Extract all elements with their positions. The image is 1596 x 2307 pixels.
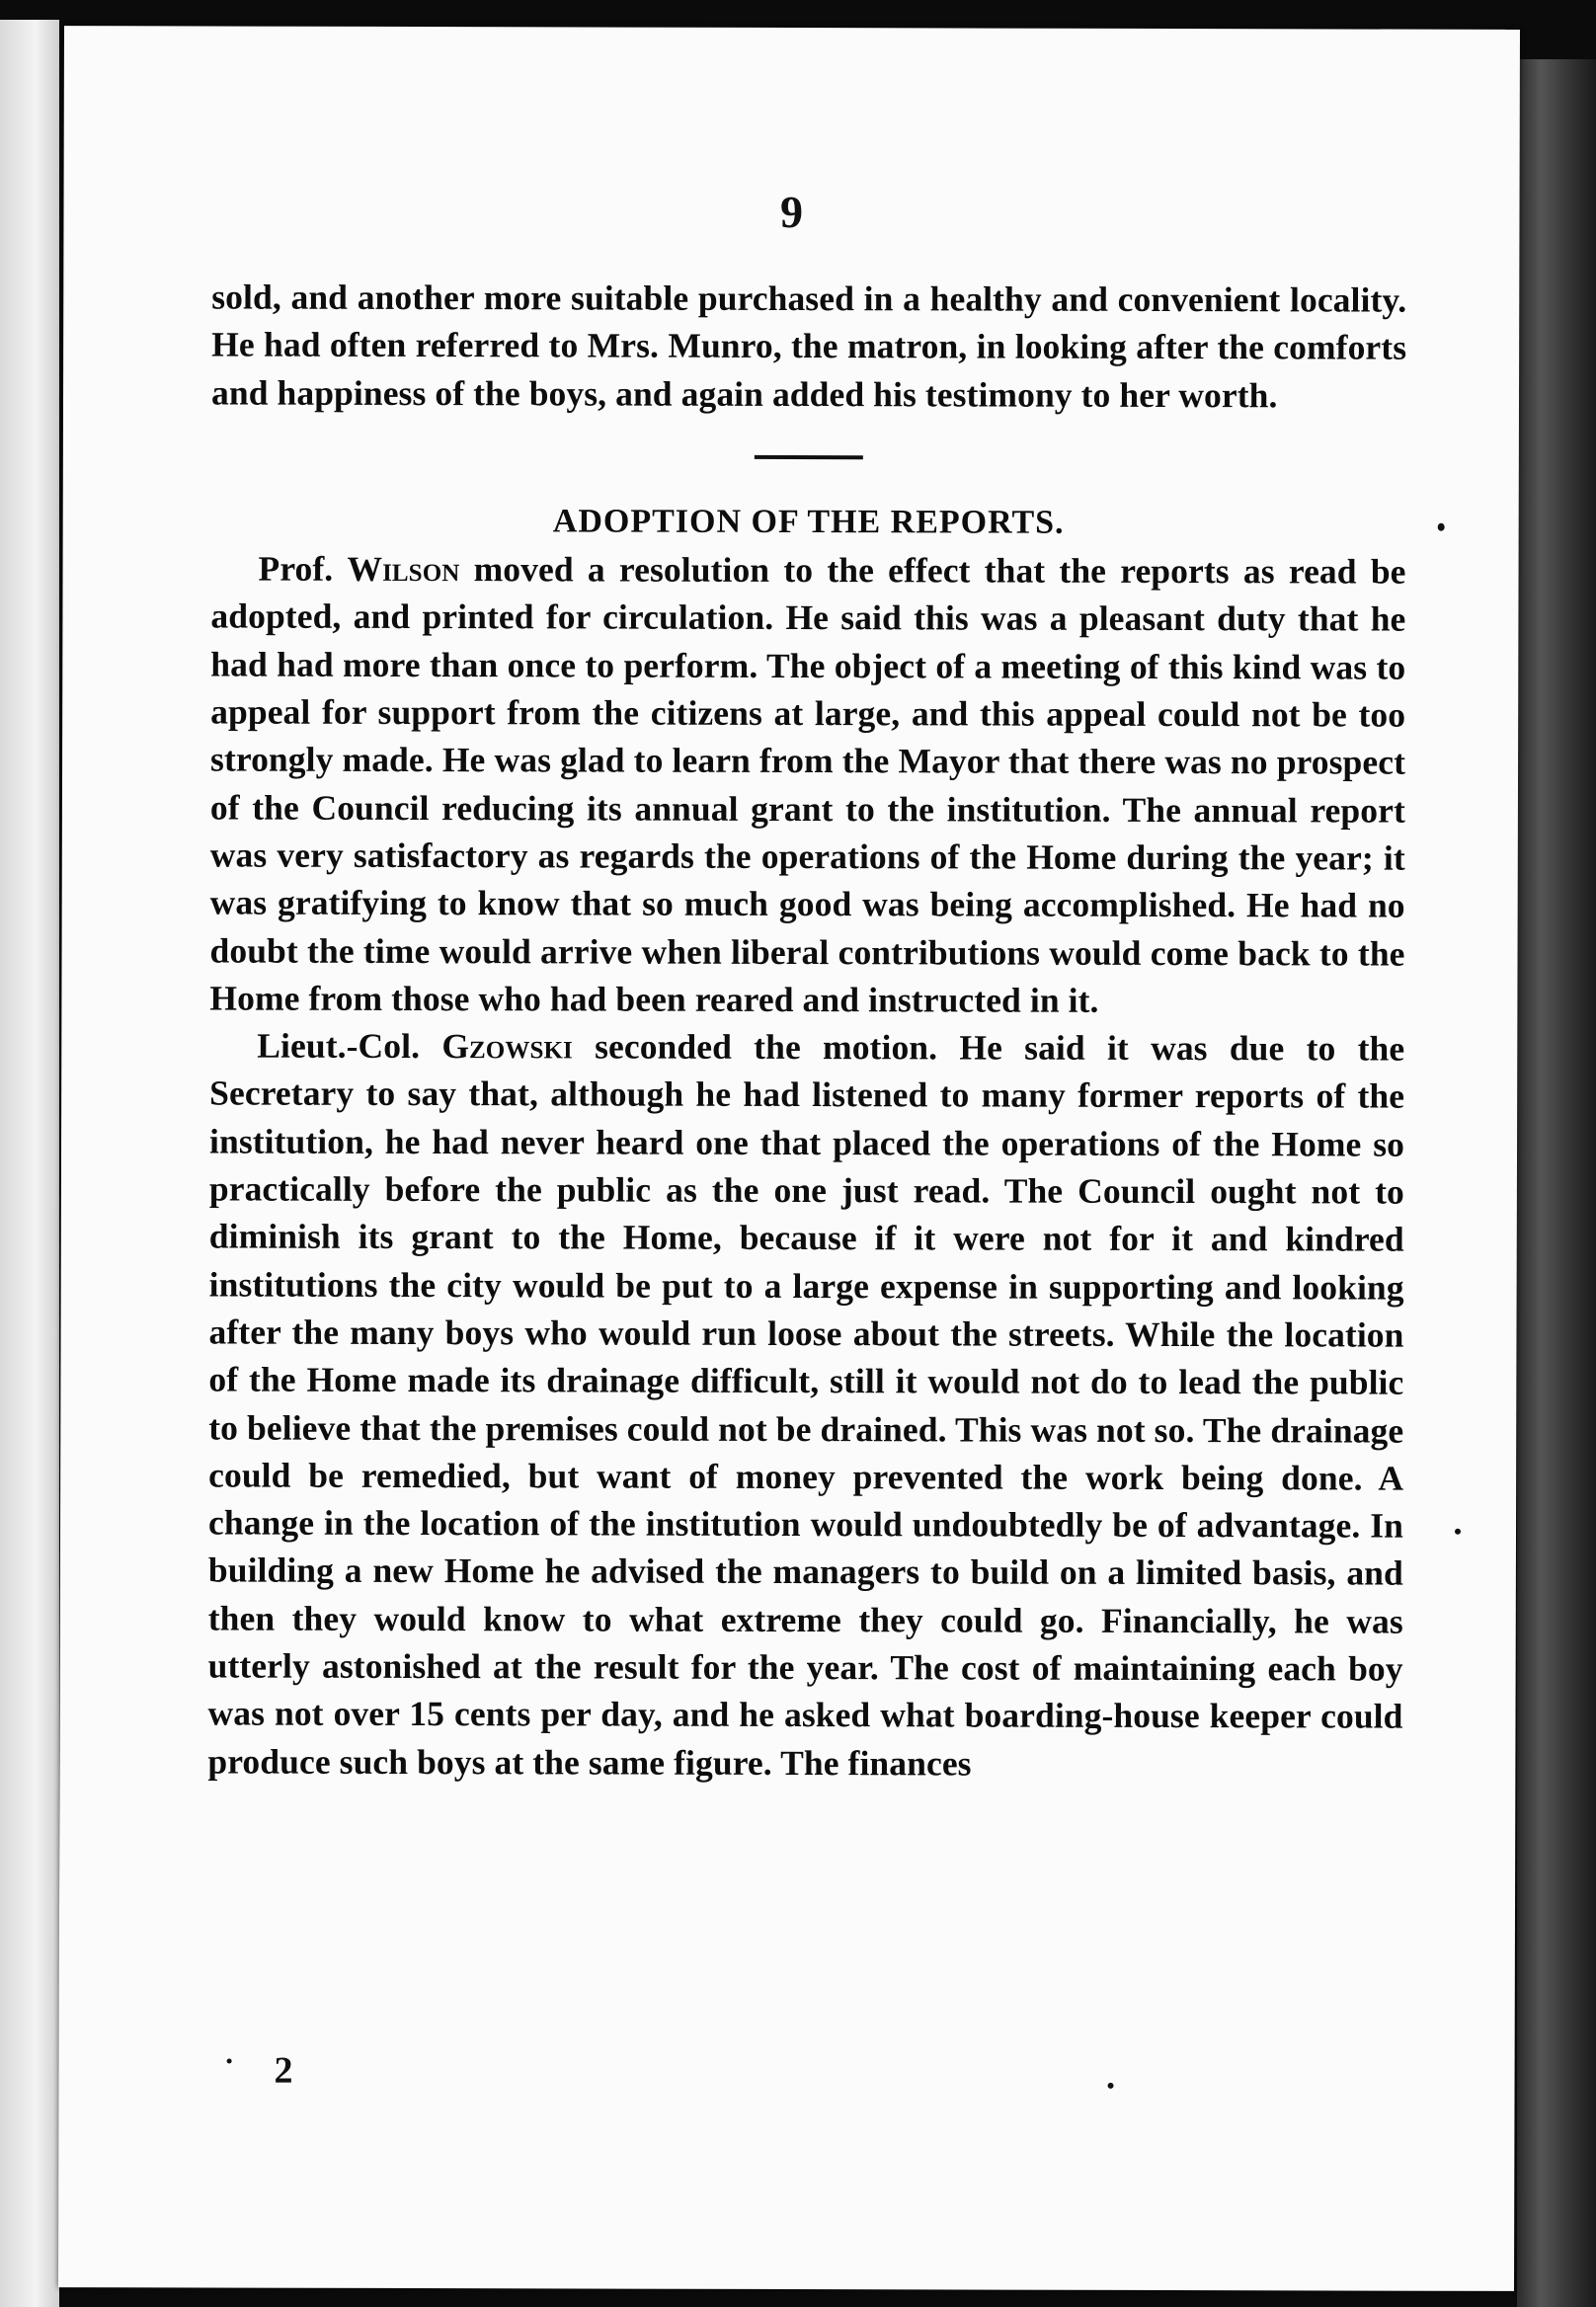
speaker-name: Gzowski [441,1026,573,1067]
paragraph-text: moved a resolution to the effect that the reports as read be adopted, and printed for circulation. He said this was a pleasant duty that he had had more than once to perform. The object of a meeting of this kind was to appeal for support from the citizens at large, and this appeal could not be too strongly made. He was glad to learn from the Mayor that there was no prospect of the Council reducing its annual grant to the institution. The annual report was very satisfactory as regards the operations of the Home during the year; it was gratifying to know that so much good was being accomplished. He had no doubt the time would arrive when liberal contributions would come back to the Home from those who had been reared and instructed in it. [209,549,1406,1020]
speaker-title: Prof. [258,548,334,589]
paragraph-text: seconded the motion. He said it was due to the Secretary to say that, although he had listened to many former reports of the institution, he had never heard one that placed the operations of the Home so practically before the public as the one just read. The Council ought not to diminish its grant to the Home, because if it were not for it and kindred institutions the city would be put to a large expense in supporting and looking after the many boys who would run loose about the streets. While the location of the Home made its drainage difficult, still it would not do to lead the public to believe that the premises could not be drained. This was not so. The drainage could be remedied, but want of money prevented the work being done. A change in the location of the institution would undoubtedly be of advantage. In building a new Home he advised the managers to build on a limited basis, and then they would know to what extreme they could go. Financially, he was utterly astonished at the result for the year. The cost of maintaining each boy was not over 15 cents per day, and he asked what boarding-house keeper could produce such boys at the same figure. The finances [207,1026,1405,1784]
paragraph-opening: sold, and another more suitable purchased in a healthy and convenient locality. He had often referred to Mrs. Munro, the matron, in looking after the comforts and happiness of the boys, and again added his testimony to her worth. [210,277,1407,415]
ink-speck [1438,523,1445,531]
section-divider [755,455,863,459]
section-heading: ADOPTION OF THE REPORTS. [552,503,1065,541]
page-number: 9 [779,186,804,238]
book-spine [1517,59,1596,2307]
ink-speck [1455,1529,1461,1535]
paragraph-wilson [209,545,1405,1025]
book-page [58,26,1520,2291]
speaker-name: Wilson [347,549,460,590]
page-body [207,273,1406,1788]
paragraph-gzowski [207,1022,1404,1789]
ink-speck [227,2059,232,2064]
adjacent-page-edge [0,20,59,2307]
ink-speck [1108,2083,1114,2089]
signature-mark: 2 [274,2049,293,2092]
speaker-title: Lieut.-Col. [257,1025,421,1067]
